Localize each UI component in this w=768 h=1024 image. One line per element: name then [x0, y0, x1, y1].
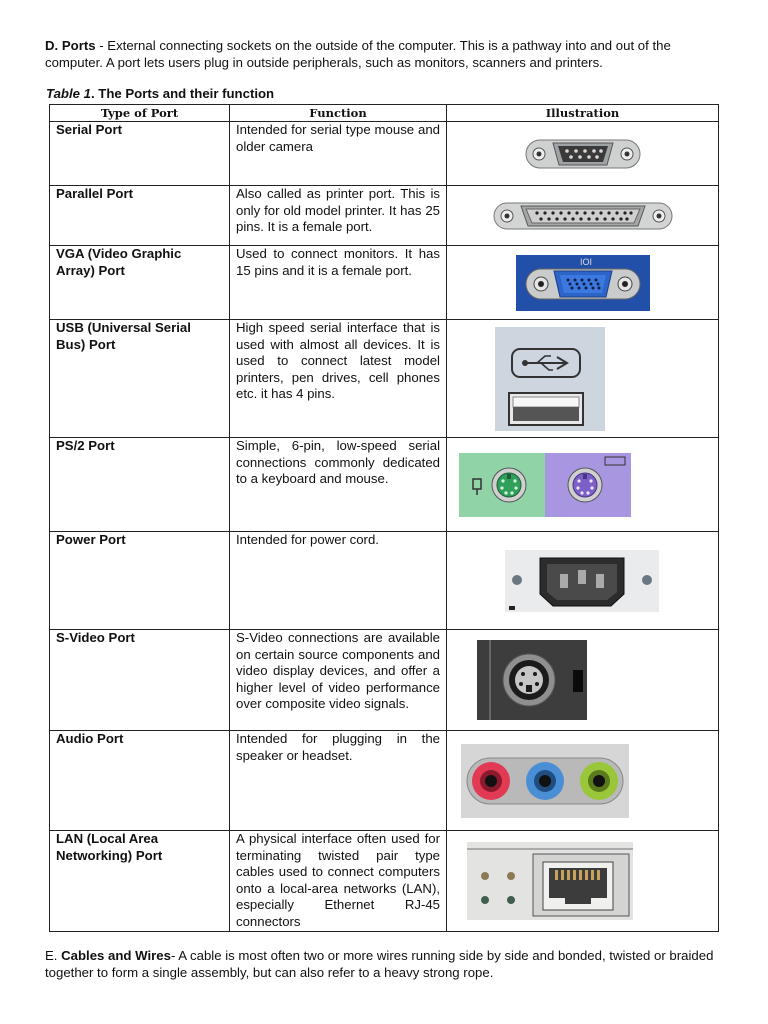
table-caption	[46, 86, 274, 101]
table-row	[50, 122, 719, 186]
port-illustration	[447, 246, 719, 320]
usb-port-icon	[495, 327, 605, 431]
table-header-row	[50, 105, 719, 122]
table-row	[50, 186, 719, 246]
ports-table	[49, 104, 719, 932]
port-illustration	[447, 532, 719, 630]
intro-text: - External connecting sockets on the outside of the computer. This is a pathway into and out of the computer. A port lets users plug in outside peripherals, such as monitors, scanners and printers.	[45, 38, 671, 70]
port-illustration	[447, 831, 719, 932]
port-function: Intended for power cord.	[230, 532, 447, 630]
port-function: Also called as printer port. This is only for old model printer. It has 25 pins. It is a female port.	[230, 186, 447, 246]
table-row	[50, 731, 719, 831]
port-function: Simple, 6-pin, low-speed serial connections commonly dedicated to a keyboard and mouse.	[230, 438, 447, 532]
svg-text:IOI: IOI	[579, 256, 592, 267]
port-type: USB (Universal Serial Bus) Port	[50, 320, 230, 438]
header-type: Type of Port	[50, 105, 230, 122]
port-illustration	[447, 186, 719, 246]
closing-text: - A cable is most often two or more wires running side by side and bonded, twisted or braided together to form a single assembly, but can also refer to a heavy strong rope.	[45, 948, 714, 980]
port-illustration	[447, 630, 719, 731]
port-type: PS/2 Port	[50, 438, 230, 532]
svideo-port-icon	[477, 640, 587, 720]
port-function: S-Video connections are available on certain source components and video display devices, and offer a higher level of video performance over composite video signals.	[230, 630, 447, 731]
header-function: Function	[230, 105, 447, 122]
port-type: S-Video Port	[50, 630, 230, 731]
parallel-port-icon	[493, 199, 673, 233]
audio-port-icon	[461, 744, 629, 818]
port-function: Intended for serial type mouse and older camera	[230, 122, 447, 186]
port-function: Used to connect monitors. It has 15 pins and it is a female port.	[230, 246, 447, 320]
table-row	[50, 831, 719, 932]
caption-label: Table 1	[46, 86, 91, 101]
table-row	[50, 438, 719, 532]
caption-text: . The Ports and their function	[90, 86, 275, 101]
port-illustration	[447, 731, 719, 831]
serial-port-icon	[525, 136, 641, 172]
port-function: A physical interface often used for terminating twisted pair type cables used to connect computers onto a local-area networks (LAN), especially Ethernet RJ-45 connectors	[230, 831, 447, 932]
table-row	[50, 320, 719, 438]
port-type: Power Port	[50, 532, 230, 630]
port-illustration	[447, 320, 719, 438]
vga-port-icon	[516, 255, 650, 311]
ps2-port-icon	[459, 453, 631, 517]
port-function: High speed serial interface that is used with almost all devices. It is used to connect latest model printers, pen drives, cell phones etc. it has 4 pins.	[230, 320, 447, 438]
closing-prefix: E.	[45, 948, 62, 963]
port-type: LAN (Local Area Networking) Port	[50, 831, 230, 932]
port-type: Audio Port	[50, 731, 230, 831]
lan-port-icon	[467, 842, 633, 920]
port-function: Intended for plugging in the speaker or headset.	[230, 731, 447, 831]
power-port-icon	[505, 550, 659, 612]
table-row	[50, 630, 719, 731]
table-row	[50, 246, 719, 320]
port-illustration	[447, 438, 719, 532]
closing-paragraph	[45, 947, 725, 981]
intro-term: D. Ports	[45, 38, 96, 53]
port-type: VGA (Video Graphic Array) Port	[50, 246, 230, 320]
closing-term: Cables and Wires	[61, 948, 171, 963]
table-row	[50, 532, 719, 630]
port-type: Parallel Port	[50, 186, 230, 246]
port-type: Serial Port	[50, 122, 230, 186]
header-illustration: Illustration	[447, 105, 719, 122]
port-illustration	[447, 122, 719, 186]
intro-paragraph	[45, 37, 725, 71]
